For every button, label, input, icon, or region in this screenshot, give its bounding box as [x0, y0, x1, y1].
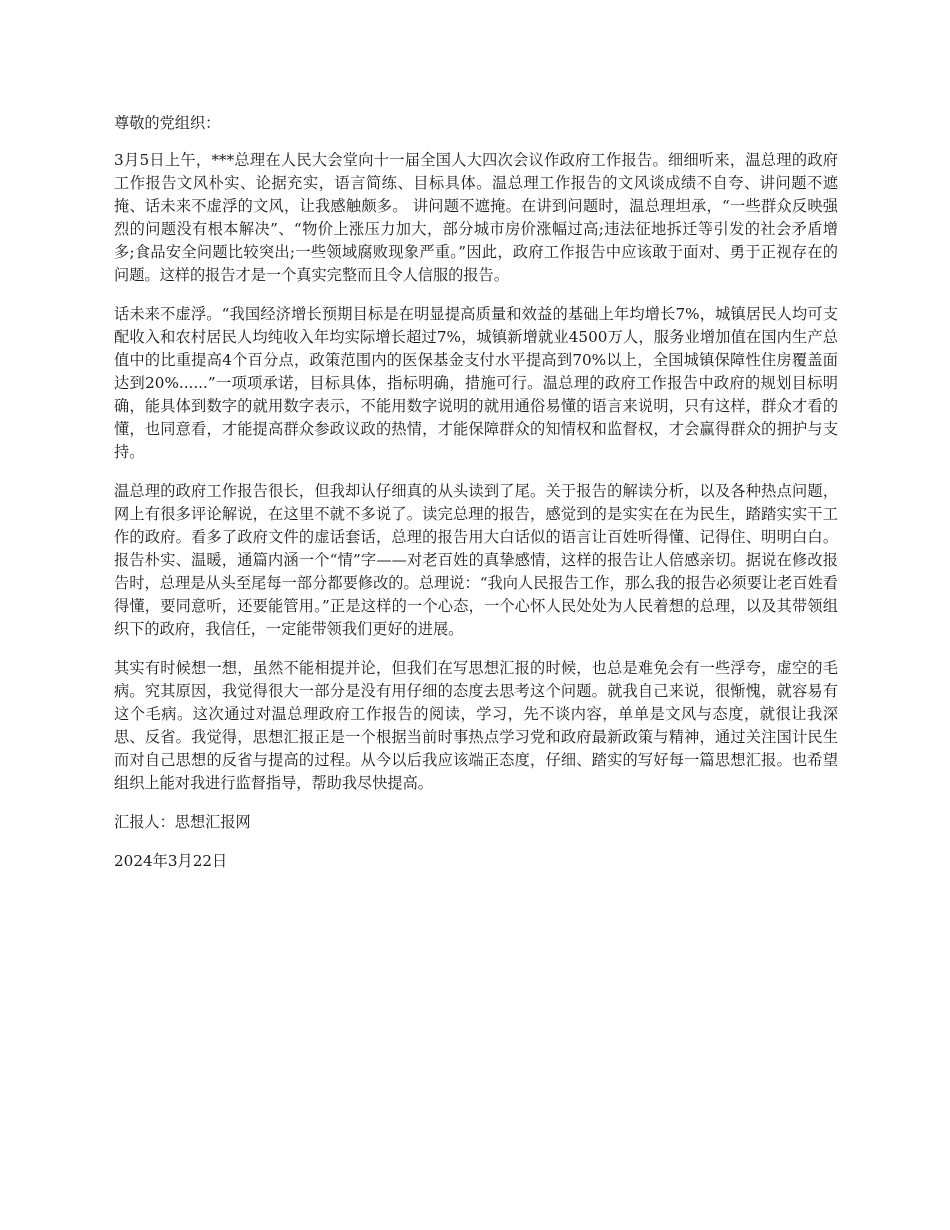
paragraph-2: 话未来不虚浮。“我国经济增长预期目标是在明显提高质量和效益的基础上年均增长7%，城镇居民人均可支配收入和农村居民人均纯收入年均实际增长超过7%，城镇新增就业4500万人，服务业增加值在国内生产总值中的比重提高4个百分点，政策范围内的医保基金支付水平提高到70%以上，全国城镇保障性住房覆盖面达到20%......”一项项承诺，目标具体，指标明确，措施可行。温总理的政府工作报告中政府的规划目标明确，能具体到数字的就用数字表示，不能用数字说明的就用通俗易懂的语言来说明，只有这样，群众才看的懂，也同意看，才能提高群众参政议政的热情，才能保障群众的知情权和监督权，才会赢得群众的拥护与支持。	[114, 305, 838, 461]
salutation: 尊敬的党组织：	[114, 114, 221, 132]
paragraph-1: 3月5日上午，***总理在人民大会堂向十一届全国人大四次会议作政府工作报告。细细听来，温总理的政府工作报告文风朴实、论据充实，语言简练、目标具体。温总理工作报告的文风谈成绩不自夸、讲问题不遮掩、话未来不虚浮的文风，让我感触颇多。 讲问题不遮掩。在讲到问题时，温总理坦承，“一些群众反映强烈的问题没有根本解决”、“物价上涨压力加大，部分城市房价涨幅过高;违法征地拆迁等引发的社会矛盾增多;食品安全问题比较突出;一些领域腐败现象严重。”因此，政府工作报告中应该敢于面对、勇于正视存在的问题。这样的报告才是一个真实完整而且令人信服的报告。	[114, 151, 838, 284]
paragraph-4: 其实有时候想一想，虽然不能相提并论，但我们在写思想汇报的时候，也总是难免会有一些浮夸，虚空的毛病。究其原因，我觉得很大一部分是没有用仔细的态度去思考这个问题。就我自己来说，很惭愧，就容易有这个毛病。这次通过对温总理政府工作报告的阅读，学习，先不谈内容，单单是文风与态度，就很让我深思、反省。我觉得，思想汇报正是一个根据当前时事热点学习党和政府最新政策与精神，通过关注国计民生而对自己思想的反省与提高的过程。从今以后我应该端正态度，仔细、踏实的写好每一篇思想汇报。也希望组织上能对我进行监督指导，帮助我尽快提高。	[114, 659, 838, 792]
paragraph-3: 温总理的政府工作报告很长，但我却认仔细真的从头读到了尾。关于报告的解读分析，以及各种热点问题，网上有很多评论解说，在这里不就不多说了。读完总理的报告，感觉到的是实实在在为民生，踏踏实实干工作的政府。看多了政府文件的虚话套话，总理的报告用大白话似的语言让百姓听得懂、记得住、明明白白。报告朴实、温暖，通篇内涵一个“情”字——对老百姓的真挚感情，这样的报告让人倍感亲切。据说在修改报告时，总理是从头至尾每一部分都要修改的。总理说：“我向人民报告工作，那么我的报告必须要让老百姓看得懂，要同意听，还要能管用。”正是这样的一个心态，一个心怀人民处处为人民着想的总理，以及其带领组织下的政府，我信任，一定能带领我们更好的进展。	[114, 482, 838, 638]
letter-body	[114, 112, 838, 889]
reporter-signature: 汇报人：思想汇报网	[114, 813, 251, 831]
letter-date: 2024年3月22日	[114, 852, 228, 870]
